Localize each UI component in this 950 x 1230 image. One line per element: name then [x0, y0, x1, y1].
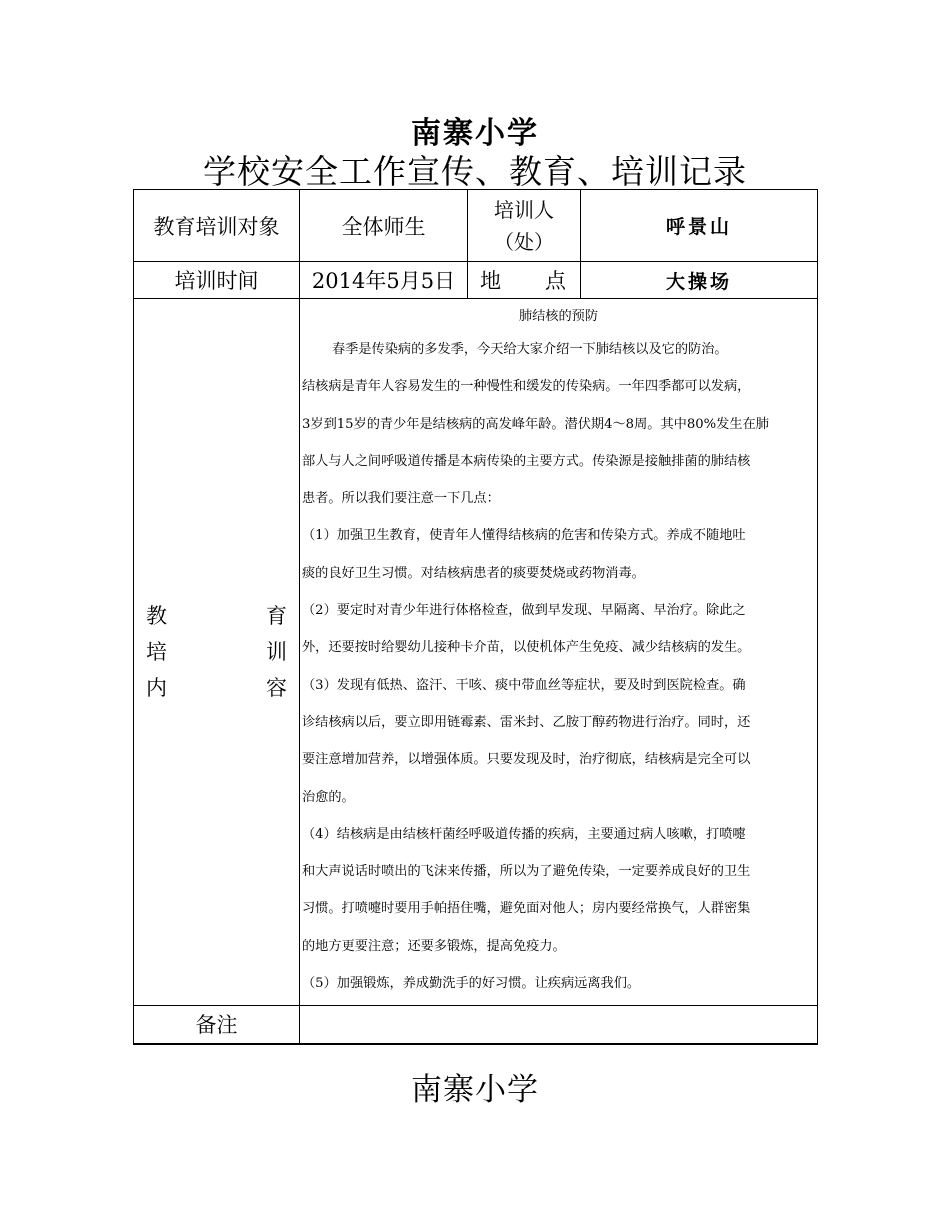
target-row: [134, 190, 818, 262]
place-label-char1: 地: [480, 269, 501, 293]
place-label-char2: 点: [545, 269, 566, 293]
trainer-label-line2: （处）: [494, 229, 554, 254]
document-title: 学校安全工作宣传、教育、培训记录: [203, 152, 747, 191]
place-value: 大操场: [581, 262, 818, 299]
content-line: 要注意增加营养，以增强体质。只要发现及时，治疗彻底，结核病是完全可以: [302, 752, 751, 768]
content-line: 外，还要按时给婴幼儿接种卡介苗，以使机体产生免疫、减少结核病的发生。: [302, 640, 751, 656]
content-line: 部人与人之间呼吸道传播是本病传染的主要方式。传染源是接触排菌的肺结核: [302, 453, 751, 469]
target-label: 教育培训对象: [134, 190, 300, 262]
content-label-char: 育: [266, 604, 287, 628]
content-line: 诊结核病以后，要立即用链霉素、雷米封、乙胺丁醇药物进行治疗。同时，还: [302, 714, 751, 730]
footer-school-name: 南寨小学: [411, 1072, 539, 1108]
content-line: 习惯。打喷嚏时要用手帕捂住嘴，避免面对他人；房内要经常换气，人群密集: [302, 901, 751, 917]
content-line: （4）结核病是由结核杆菌经呼吸道传播的疾病，主要通过病人咳嗽，打喷嚏: [302, 826, 746, 842]
content-line: （2）要定时对青少年进行体格检查，做到早发现、早隔离、早治疗。除此之: [302, 603, 746, 619]
remarks-row: [134, 1006, 818, 1044]
trainer-value: 呼景山: [581, 190, 818, 262]
content-label-char: 训: [266, 640, 287, 664]
content-label-char: 内: [146, 676, 167, 700]
content-label-char: 培: [146, 640, 167, 664]
time-value: 2014年5月5日: [300, 262, 468, 299]
content-body: [300, 299, 818, 1006]
content-line: （1）加强卫生教育，使青年人懂得结核病的危害和传染方式。养成不随地吐: [302, 528, 746, 544]
content-row: [134, 299, 818, 1006]
time-label: 培训时间: [134, 262, 300, 299]
remarks-label: 备注: [134, 1006, 300, 1044]
content-line: 患者。所以我们要注意一下几点：: [302, 491, 500, 507]
content-line: 春季是传染病的多发季，今天给大家介绍一下肺结核以及它的防治。: [332, 342, 728, 357]
school-name-heading: 南寨小学: [411, 116, 539, 151]
content-line: 和大声说话时喷出的飞沫来传播，所以为了避免传染，一定要养成良好的卫生: [302, 864, 751, 880]
content-label-char: 教: [146, 604, 167, 628]
content-label-line3: [146, 670, 287, 706]
training-record-table: [133, 189, 818, 1045]
content-label-line2: [146, 634, 287, 670]
remarks-value: [300, 1006, 818, 1044]
content-line: （3）发现有低热、盗汗、干咳、痰中带血丝等症状，要及时到医院检查。确: [302, 677, 746, 693]
content-line: 结核病是青年人容易发生的一种慢性和缓发的传染病。一年四季都可以发病，: [302, 379, 751, 395]
place-label: [468, 262, 581, 299]
content-line: 3岁到15岁的青少年是结核病的高发峰年龄。潜伏期4～8周。其中80%发生在肺: [302, 416, 769, 432]
trainer-label: [468, 190, 581, 262]
target-value: 全体师生: [300, 190, 468, 262]
trainer-label-line1: 培训人: [494, 197, 554, 222]
content-label: [134, 299, 300, 1006]
content-label-line1: [146, 598, 287, 634]
content-line: 痰的良好卫生习惯。对结核病患者的痰要焚烧或药物消毒。: [302, 565, 645, 581]
content-line: （5）加强锻炼，养成勤洗手的好习惯。让疾病远离我们。: [302, 976, 641, 992]
content-heading: 肺结核的预防: [518, 309, 599, 324]
time-row: [134, 262, 818, 299]
content-line: 治愈的。: [302, 789, 355, 805]
content-label-char: 容: [266, 676, 287, 700]
content-line: 的地方更要注意；还要多锻炼，提高免疫力。: [302, 938, 566, 954]
